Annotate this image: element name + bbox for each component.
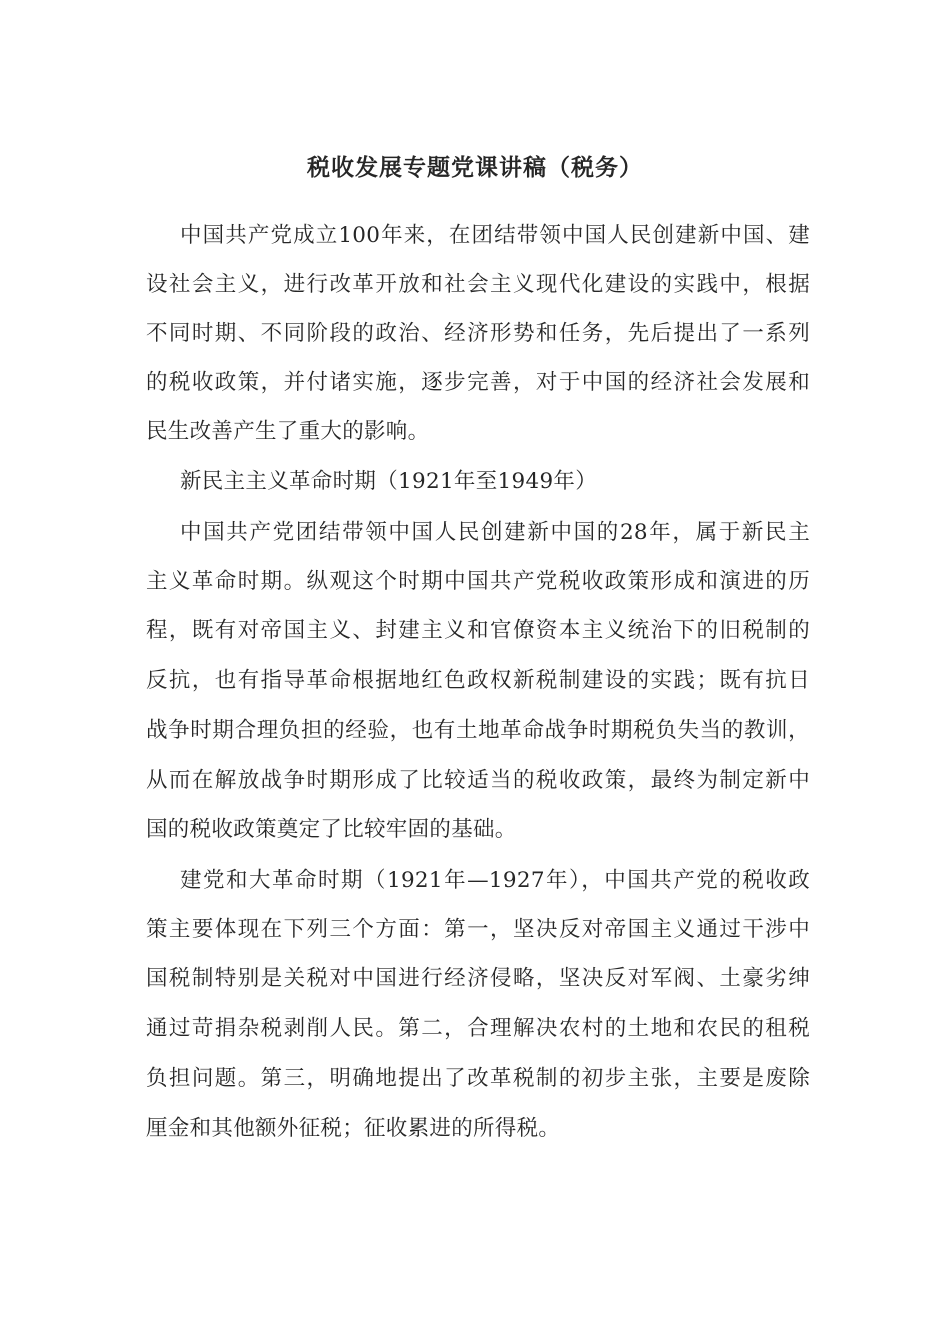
text-line: 负担问题。第三，明确地提出了改革税制的初步主张，主要是废除 [146, 1066, 810, 1091]
text-line: 反抗，也有指导革命根据地红色政权新税制建设的实践；既有抗日 [146, 668, 810, 693]
text-line: 主义革命时期。纵观这个时期中国共产党税收政策形成和演进的历 [146, 569, 810, 594]
text-line: 建党和大革命时期（1921年—1927年），中国共产党的税收政 [180, 868, 810, 893]
text-line: 设社会主义，进行改革开放和社会主义现代化建设的实践中，根据 [146, 272, 810, 297]
document-title: 税收发展专题党课讲稿（税务） [307, 154, 643, 181]
text-line: 程，既有对帝国主义、封建主义和官僚资本主义统治下的旧税制的 [146, 618, 810, 643]
text-line: 不同时期、不同阶段的政治、经济形势和任务，先后提出了一系列 [146, 321, 810, 346]
text-line: 民生改善产生了重大的影响。 [146, 419, 430, 444]
text-line: 通过苛捐杂税剥削人民。第二，合理解决农村的土地和农民的租税 [146, 1016, 810, 1041]
text-line: 厘金和其他额外征税；征收累进的所得税。 [146, 1116, 561, 1141]
text-line: 中国共产党团结带领中国人民创建新中国的28年，属于新民主 [180, 520, 810, 545]
text-line: 从而在解放战争时期形成了比较适当的税收政策，最终为制定新中 [146, 768, 810, 793]
text-line: 新民主主义革命时期（1921年至1949年） [180, 469, 598, 494]
text-line: 国税制特别是关税对中国进行经济侵略，坚决反对军阀、土豪劣绅 [146, 966, 810, 991]
text-line: 策主要体现在下列三个方面：第一，坚决反对帝国主义通过干涉中 [146, 917, 810, 942]
text-line: 中国共产党成立100年来，在团结带领中国人民创建新中国、建 [180, 223, 810, 248]
text-line: 战争时期合理负担的经验，也有土地革命战争时期税负失当的教训， [146, 718, 810, 743]
text-line: 国的税收政策奠定了比较牢固的基础。 [146, 817, 517, 842]
text-line: 的税收政策，并付诸实施，逐步完善，对于中国的经济社会发展和 [146, 370, 810, 395]
